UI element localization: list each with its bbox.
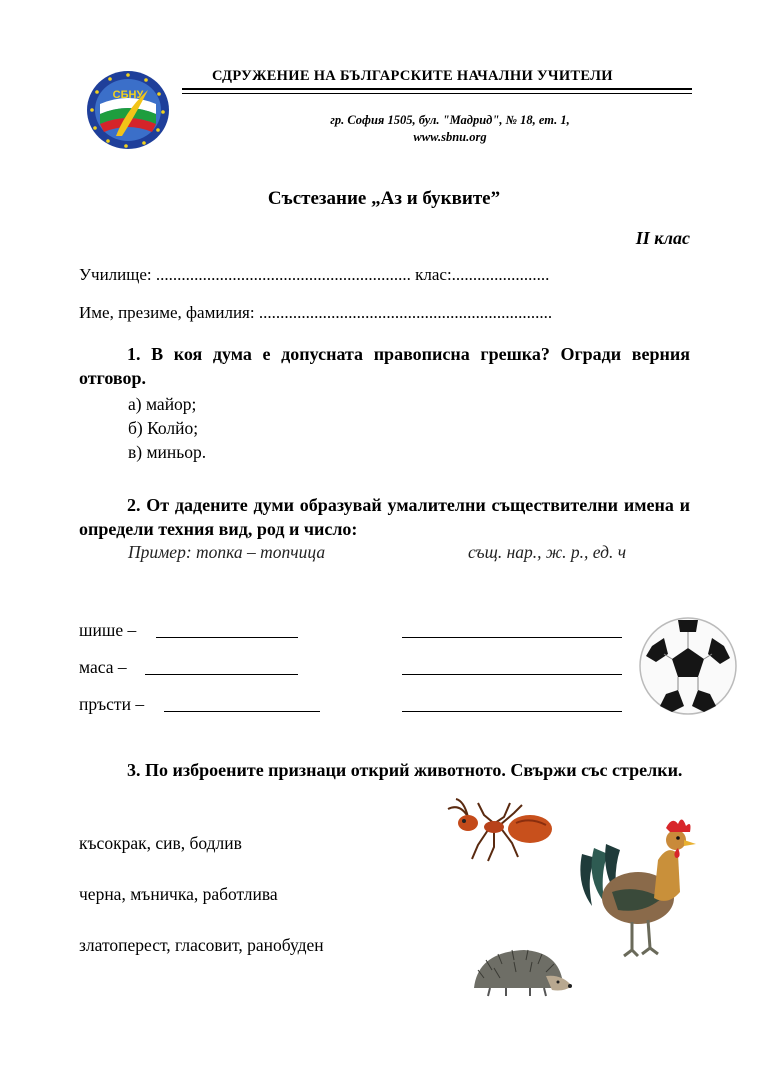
hedgehog-image[interactable] — [470, 944, 574, 1000]
question-2 — [79, 493, 690, 541]
example-left: Пример: топка – топчица — [128, 542, 326, 562]
option-a[interactable]: а) майор; — [128, 394, 197, 414]
description-hedgehog[interactable]: късокрак, сив, бодлив — [79, 833, 242, 853]
question-1-text: 1. В коя дума е допусната правописна грешка? Огради верния отговор. — [79, 344, 690, 388]
word-prasti: пръсти – — [79, 694, 145, 714]
option-b[interactable]: б) Колйо; — [128, 418, 199, 438]
grammar-blank-2[interactable] — [402, 674, 622, 675]
question-3-text: 3. По изброените признаци открий животното. Свържи със стрелки. — [127, 760, 683, 780]
example-right: същ. нар., ж. р., ед. ч — [468, 542, 627, 562]
address-line: гр. София 1505, бул. "Мадрид", № 18, ет. 1, — [330, 113, 570, 127]
word-shishe: шише – — [79, 620, 137, 640]
question-3 — [79, 758, 690, 782]
word-masa: маса – — [79, 657, 127, 677]
soccer-ball-image — [638, 616, 738, 716]
question-1 — [79, 342, 690, 390]
school-field[interactable]: Училище: ............................................................ клас:....................... — [79, 265, 550, 284]
description-rooster[interactable]: златоперест, гласовит, ранобуден — [79, 935, 324, 955]
header-rule-thin — [182, 93, 692, 94]
option-c[interactable]: в) миньор. — [128, 442, 207, 462]
description-ant[interactable]: черна, мъничка, работлива — [79, 884, 278, 904]
logo-text: СБНУ — [112, 89, 144, 101]
question-2-text: 2. От дадените думи образувай умалителни съществителни имена и определи техния вид, род и число: — [79, 495, 690, 539]
address — [230, 112, 670, 146]
name-field[interactable]: Име, презиме, фамилия: ..................................................................... — [79, 303, 553, 322]
answer-blank-2[interactable] — [145, 674, 298, 675]
answer-blank-1[interactable] — [156, 637, 298, 638]
page-title: Състезание „Аз и буквите” — [267, 188, 501, 209]
org-name: СДРУЖЕНИЕ НА БЪЛГАРСКИТЕ НАЧАЛНИ УЧИТЕЛИ — [212, 68, 613, 84]
ant-image[interactable] — [438, 795, 558, 865]
grammar-blank-1[interactable] — [402, 637, 622, 638]
grade-label: II клас — [635, 228, 690, 248]
website: www.sbnu.org — [413, 130, 487, 144]
header-rule — [182, 88, 692, 90]
grammar-blank-3[interactable] — [402, 711, 622, 712]
rooster-image[interactable] — [572, 814, 698, 960]
answer-blank-3[interactable] — [164, 711, 320, 712]
logo — [86, 70, 170, 150]
